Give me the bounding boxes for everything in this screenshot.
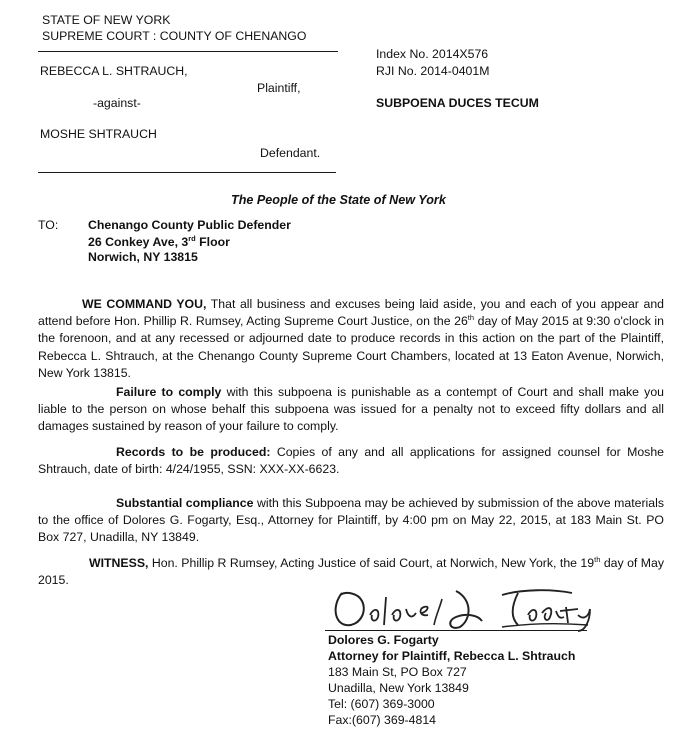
handwritten-signature (322, 585, 602, 635)
signer-tel: Tel: (607) 369-3000 (328, 697, 435, 711)
plaintiff-role: Plaintiff, (257, 81, 301, 95)
people-heading: The People of the State of New York (231, 193, 446, 207)
records-paragraph: Records to be produced: Copies of any and all applications for assigned counsel for Moshe Shtrauch, date of birth: 4/24/1955, SSN: XXX-XX-6623. (38, 445, 665, 477)
command-paragraph: WE COMMAND YOU, That all business and excuses being laid aside, you and each of you appear and attend before Hon. Phillip R. Rumsey, Acting Supreme Court Justice, on the 26th day of May 2015 at 9:30 o'clock in the forenoon, and at any recessed or adjourned date to produce records in this action on the part of the Plaintiff, Rebecca L. Shtrauch, at the Chenango County Supreme Court Chambers, located at 13 Eaton Avenue, Norwich, New York 13815. (38, 297, 664, 380)
compliance-paragraph: Substantial compliance with this Subpoena may be achieved by submission of the above materials to the office of Dolores G. Fogarty, Esq., Attorney for Plaintiff, by 4:00 pm on May 22, 2015, at 183 Main St. PO Box 727, Unadilla, NY 13849. (38, 496, 664, 545)
witness-paragraph: WITNESS, Hon. Phillip R Rumsey, Acting Justice of said Court, at Norwich, New York, the 19th day of May 2015. (38, 554, 665, 588)
to-label: TO: (38, 218, 59, 232)
caption-divider-bottom (38, 172, 336, 173)
signer-address-1: 183 Main St, PO Box 727 (328, 665, 467, 679)
plaintiff-name: REBECCA L. SHTRAUCH, (40, 64, 188, 78)
signer-address-2: Unadilla, New York 13849 (328, 681, 469, 695)
addressee-street: 26 Conkey Ave, 3rd Floor (88, 234, 230, 250)
against-label: -against- (93, 96, 141, 110)
defendant-name: MOSHE SHTRAUCH (40, 127, 157, 141)
caption-divider-top (38, 51, 338, 52)
addressee-name: Chenango County Public Defender (88, 218, 291, 232)
signer-title: Attorney for Plaintiff, Rebecca L. Shtrauch (328, 649, 576, 663)
failure-paragraph: Failure to comply with this subpoena is punishable as a contempt of Court and shall make you liable to the person on whose behalf this subpoena was issued for a penalty not to exceed fifty dollars and all damages sustained by reason of your failure to comply. (38, 385, 665, 434)
caption-state: STATE OF NEW YORK (42, 13, 171, 27)
signer-name: Dolores G. Fogarty (328, 633, 439, 647)
document-type: SUBPOENA DUCES TECUM (376, 96, 539, 110)
index-number: Index No. 2014X576 (376, 47, 489, 61)
caption-court: SUPREME COURT : COUNTY OF CHENANGO (42, 29, 307, 43)
defendant-role: Defendant. (260, 146, 321, 160)
signer-fax: Fax:(607) 369-4814 (328, 713, 437, 727)
rji-number: RJI No. 2014-0401M (376, 64, 490, 78)
addressee-city: Norwich, NY 13815 (88, 250, 198, 264)
signature-line (325, 630, 587, 631)
